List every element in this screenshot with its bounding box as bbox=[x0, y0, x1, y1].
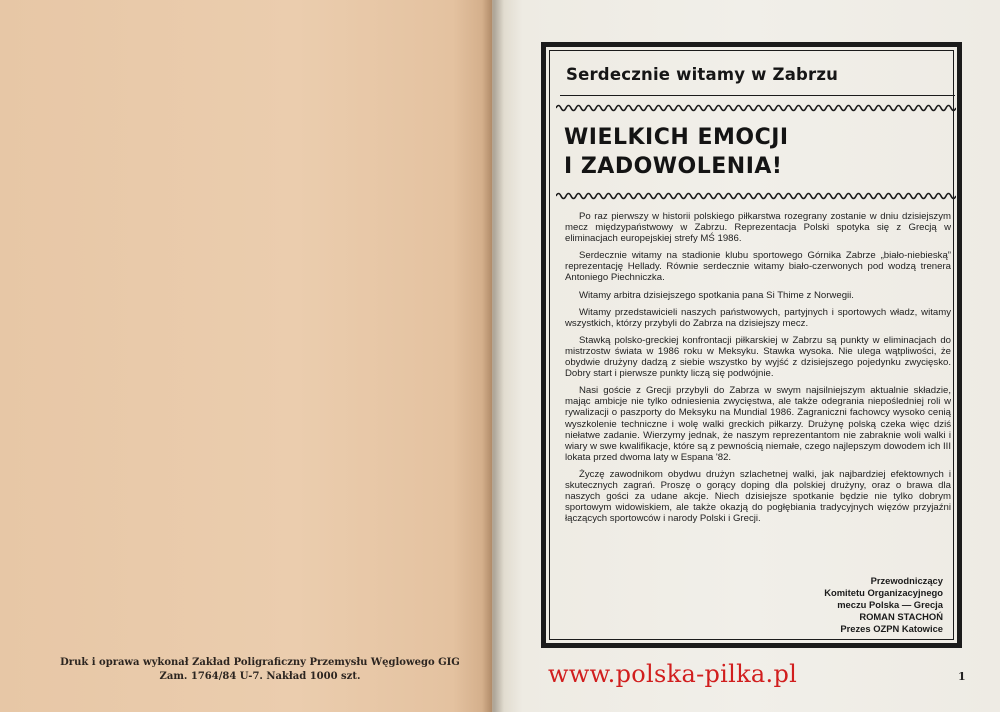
page-number: 1 bbox=[958, 670, 966, 683]
body-paragraph: Po raz pierwszy w historii polskiego piłkarstwa rozegrany zostanie w dniu dzisiejszym mecz międzypaństwowy w Zabrzu. Reprezentacja Polski spotyka się z Grecją w eliminacjach europejskiej strefy MŚ 1986. bbox=[565, 211, 951, 245]
welcome-body bbox=[565, 211, 951, 530]
body-paragraph: Stawką polsko-greckiej konfrontacji piłkarskiej w Zabrzu są punkty w eliminacjach do mistrzostw świata w 1986 roku w Meksyku. Stawka wysoka. Nie ulega wątpliwości, że obydwie drużyny dadzą z siebie wszystko by wyjść z dzisiejszego pojedynku zwycięsko. Dobry start i pierwsze punkty liczą się podwójnie. bbox=[565, 334, 951, 380]
welcome-frame bbox=[541, 42, 962, 648]
signature-line: Komitetu Organizacyjnego bbox=[824, 587, 943, 598]
book-gutter bbox=[482, 0, 504, 712]
printer-note bbox=[60, 656, 460, 684]
body-paragraph: Życzę zawodnikom obydwu drużyn szlachetnej walki, jak najbardziej efektownych i skutecznych zagrań. Proszę o gorący doping dla polskiej drużyny, oraz o brawa dla naszych gości za udane akcje. Niech dzisiejsze spotkanie będzie nie tylko dobrym sportowym widowiskiem, ale także okazją do pogłębiania tradycyjnych więzów przyjaźni łączących sportowców i narody Polski i Grecji. bbox=[565, 468, 951, 525]
signature-line: Prezes OZPN Katowice bbox=[840, 623, 943, 634]
headline-line: I ZADOWOLENIA! bbox=[564, 154, 783, 179]
headline-line: WIELKICH EMOCJI bbox=[564, 125, 789, 150]
signature-block bbox=[824, 575, 943, 635]
welcome-rule bbox=[560, 95, 955, 96]
printer-note-line: Zam. 1764/84 U-7. Nakład 1000 szt. bbox=[159, 671, 361, 682]
wavy-divider-top bbox=[556, 103, 956, 113]
body-paragraph: Nasi goście z Grecji przybyli do Zabrza w swym najsilniejszym aktualnie składzie, mając ambicje nie tylko odniesienia zwycięstwa, ale także odegrania niepośledniej roli w rywalizacji o paszporty do Meksyku na Mundial 1986. Zagraniczni fachowcy wysoko cenią wyszkolenie techniczne i wolę walki greckich piłkarzy. Drużynę polską czeka więc dziś niełatwe zadanie. Wierzymy jednak, że naszym reprezentantom nie zabraknie woli walki i wiary w swe kwalifikacje, które są z pewnością niemałe, czego najlepszym dowodem ich III lokata przed dwoma laty w Espana '82. bbox=[565, 385, 951, 463]
wavy-divider-middle bbox=[556, 191, 956, 201]
printer-note-line: Druk i oprawa wykonał Zakład Poligraficzny Przemysłu Węglowego GIG bbox=[60, 657, 460, 668]
signature-line: Przewodniczący bbox=[870, 575, 943, 586]
signature-line: meczu Polska — Grecja bbox=[837, 599, 943, 610]
body-paragraph: Serdecznie witamy na stadionie klubu sportowego Górnika Zabrze „biało-niebieską” reprezentację Hellady. Równie serdecznie witamy biało-czerwonych pod wodzą trenera Antoniego Piechniczka. bbox=[565, 250, 951, 284]
body-paragraph: Witamy przedstawicieli naszych państwowych, partyjnych i sportowych władz, witamy wszystkich, którzy przybyli do Zabrza na dzisiejszy mecz. bbox=[565, 306, 951, 329]
website-watermark: www.polska-pilka.pl bbox=[548, 660, 798, 688]
welcome-title: Serdecznie witamy w Zabrzu bbox=[566, 65, 839, 84]
body-paragraph: Witamy arbitra dzisiejszego spotkania pana Si Thime z Norwegii. bbox=[579, 289, 854, 301]
headline bbox=[564, 123, 789, 181]
signature-line: ROMAN STACHOŃ bbox=[859, 611, 943, 622]
left-page bbox=[0, 0, 492, 712]
